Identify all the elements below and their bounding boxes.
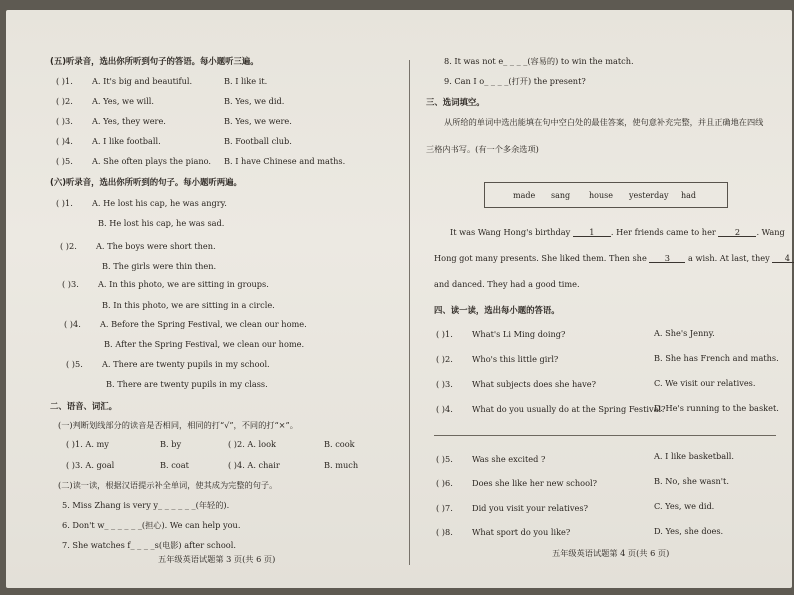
phonics-instructions: (一)判断划线部分的读音是否相同，相同的打“√”，不同的打“×”。: [58, 420, 298, 430]
option-b: B. I have Chinese and maths.: [224, 156, 346, 166]
option-b: B. Yes, we were.: [224, 116, 292, 126]
answer-bracket[interactable]: ( )1.: [56, 76, 73, 86]
passage-text: Hong got many presents. She liked them. Then she: [434, 253, 647, 263]
spelling-question-5[interactable]: 5. Miss Zhang is very y_ _ _ _ _ _(年轻的).: [62, 500, 230, 510]
phonics-item[interactable]: ( )4. A. chair: [228, 460, 280, 470]
answer-bracket[interactable]: ( )2.: [60, 241, 77, 251]
phonics-item[interactable]: ( )1. A. my: [66, 439, 109, 449]
word-bank-item: sang: [551, 191, 571, 200]
matching-question: What subjects does she have?: [472, 379, 596, 389]
section-2-title: 二、语音、词汇。: [50, 401, 117, 411]
answer-bracket[interactable]: ( )2.: [436, 354, 453, 364]
spelling-question-9[interactable]: 9. Can I o_ _ _ _(打开) the present?: [444, 76, 586, 86]
answer-bracket[interactable]: ( )6.: [436, 478, 453, 488]
option-b: B. He lost his cap, he was sad.: [98, 218, 225, 228]
answer-blank-3[interactable]: 3: [649, 254, 685, 263]
answer-bracket[interactable]: ( )1.: [436, 329, 453, 339]
spelling-question-8[interactable]: 8. It was not e_ _ _ _(容易的) to win the match.: [444, 56, 634, 66]
phonics-item[interactable]: ( )3. A. goal: [66, 460, 115, 470]
option-a: A. Before the Spring Festival, we clean our home.: [100, 319, 307, 329]
word-bank-item: had: [681, 191, 697, 200]
answer-bracket[interactable]: ( )5.: [66, 359, 83, 369]
matching-question: What sport do you like?: [472, 527, 571, 537]
answer-bracket[interactable]: ( )4.: [64, 319, 81, 329]
section-3-title: 三、选词填空。: [426, 97, 485, 107]
option-a: A. She often plays the piano.: [92, 156, 212, 166]
answer-bracket[interactable]: ( )3.: [436, 379, 453, 389]
option-b: B. I like it.: [224, 76, 268, 86]
matching-answer: B. No, she wasn't.: [654, 476, 729, 486]
answer-bracket[interactable]: ( )1.: [56, 198, 73, 208]
matching-answer: A. I like basketball.: [654, 451, 734, 461]
phonics-option-b: B. coat: [160, 460, 189, 470]
answer-bracket[interactable]: ( )2.: [56, 96, 73, 106]
answer-blank-2[interactable]: 2: [718, 228, 756, 237]
option-a: A. It's big and beautiful.: [92, 76, 193, 86]
passage-line-3: and danced. They had a good time.: [434, 279, 580, 289]
spelling-question-6[interactable]: 6. Don't w_ _ _ _ _ _(担心). We can help you.: [62, 520, 241, 530]
group-separator: [434, 435, 776, 436]
matching-answer: D. He's running to the basket.: [654, 403, 779, 413]
word-bank-item: yesterday: [629, 191, 669, 200]
option-a: A. There are twenty pupils in my school.: [102, 359, 270, 369]
answer-bracket[interactable]: ( )5.: [56, 156, 73, 166]
option-b: B. The girls were thin then.: [102, 261, 217, 271]
word-bank-item: made: [513, 191, 536, 200]
answer-bracket[interactable]: ( )4.: [436, 404, 453, 414]
option-a: A. Yes, we will.: [92, 96, 154, 106]
option-b: B. Football club.: [224, 136, 292, 146]
matching-answer: C. We visit our relatives.: [654, 378, 756, 388]
phonics-option-b: B. by: [160, 439, 182, 449]
passage-line-1: [450, 228, 785, 237]
option-a: A. Yes, they were.: [92, 116, 166, 126]
option-a: A. In this photo, we are sitting in groups.: [98, 279, 269, 289]
matching-question: What's Li Ming doing?: [472, 329, 566, 339]
option-b: B. Yes, we did.: [224, 96, 285, 106]
matching-question: Does she like her new school?: [472, 478, 598, 488]
matching-answer: B. She has French and maths.: [654, 353, 779, 363]
passage-line-2: [434, 254, 794, 263]
page-footer-right: 五年级英语试题第 4 页(共 6 页): [552, 548, 670, 558]
matching-question: Was she excited ?: [472, 454, 546, 464]
option-a: A. He lost his cap, he was angry.: [92, 198, 227, 208]
word-bank-item: house: [589, 191, 613, 200]
listening-6-title: (六)听录音，选出你所听到的句子。每小题听两遍。: [50, 177, 242, 187]
matching-question: Did you visit your relatives?: [472, 503, 588, 513]
option-b: B. There are twenty pupils in my class.: [106, 379, 268, 389]
spelling-instructions: (二)读一读，根据汉语提示补全单词，使其成为完整的句子。: [58, 480, 278, 490]
section-3-instructions-line1: 从所给的单词中选出能填在句中空白处的最佳答案，使句意补充完整，并且正确地在四线: [444, 117, 764, 127]
page-footer-left: 五年级英语试题第 3 页(共 6 页): [158, 554, 276, 564]
option-b: B. In this photo, we are sitting in a circle.: [102, 300, 275, 310]
listening-5-title: (五)听录音，选出你所听到句子的答语。每小题听三遍。: [50, 56, 259, 66]
answer-blank-4[interactable]: 4: [772, 254, 794, 263]
matching-question: Who's this little girl?: [472, 354, 559, 364]
option-a: A. The boys were short then.: [96, 241, 216, 251]
passage-text: It was Wang Hong's birthday: [450, 227, 571, 237]
passage-text: a wish. At last, they: [688, 253, 770, 263]
matching-answer: A. She's Jenny.: [654, 328, 715, 338]
phonics-item[interactable]: ( )2. A. look: [228, 439, 276, 449]
passage-text: . Wang: [756, 227, 785, 237]
phonics-option-b: B. cook: [324, 439, 355, 449]
right-page: [6, 10, 792, 588]
passage-text: . Her friends came to her: [610, 227, 716, 237]
answer-bracket[interactable]: ( )5.: [436, 454, 453, 464]
option-b: B. After the Spring Festival, we clean our home.: [104, 339, 305, 349]
answer-bracket[interactable]: ( )4.: [56, 136, 73, 146]
exam-sheet: [6, 10, 792, 588]
option-a: A. I like football.: [92, 136, 161, 146]
matching-answer: C. Yes, we did.: [654, 501, 715, 511]
answer-bracket[interactable]: ( )3.: [62, 279, 79, 289]
word-bank-box: [484, 182, 728, 208]
matching-answer: D. Yes, she does.: [654, 526, 724, 536]
answer-bracket[interactable]: ( )7.: [436, 503, 453, 513]
answer-bracket[interactable]: ( )8.: [436, 527, 453, 537]
answer-blank-1[interactable]: 1: [573, 228, 611, 237]
answer-bracket[interactable]: ( )3.: [56, 116, 73, 126]
matching-question: What do you usually do at the Spring Festival?: [472, 404, 666, 414]
section-3-instructions-line2: 三格内书写。(有一个多余选项): [426, 144, 539, 154]
phonics-option-b: B. much: [324, 460, 359, 470]
spelling-question-7[interactable]: 7. She watches f_ _ _ _s(电影) after school.: [62, 540, 236, 550]
section-4-title: 四、读一读，选出每小题的答语。: [434, 305, 560, 315]
